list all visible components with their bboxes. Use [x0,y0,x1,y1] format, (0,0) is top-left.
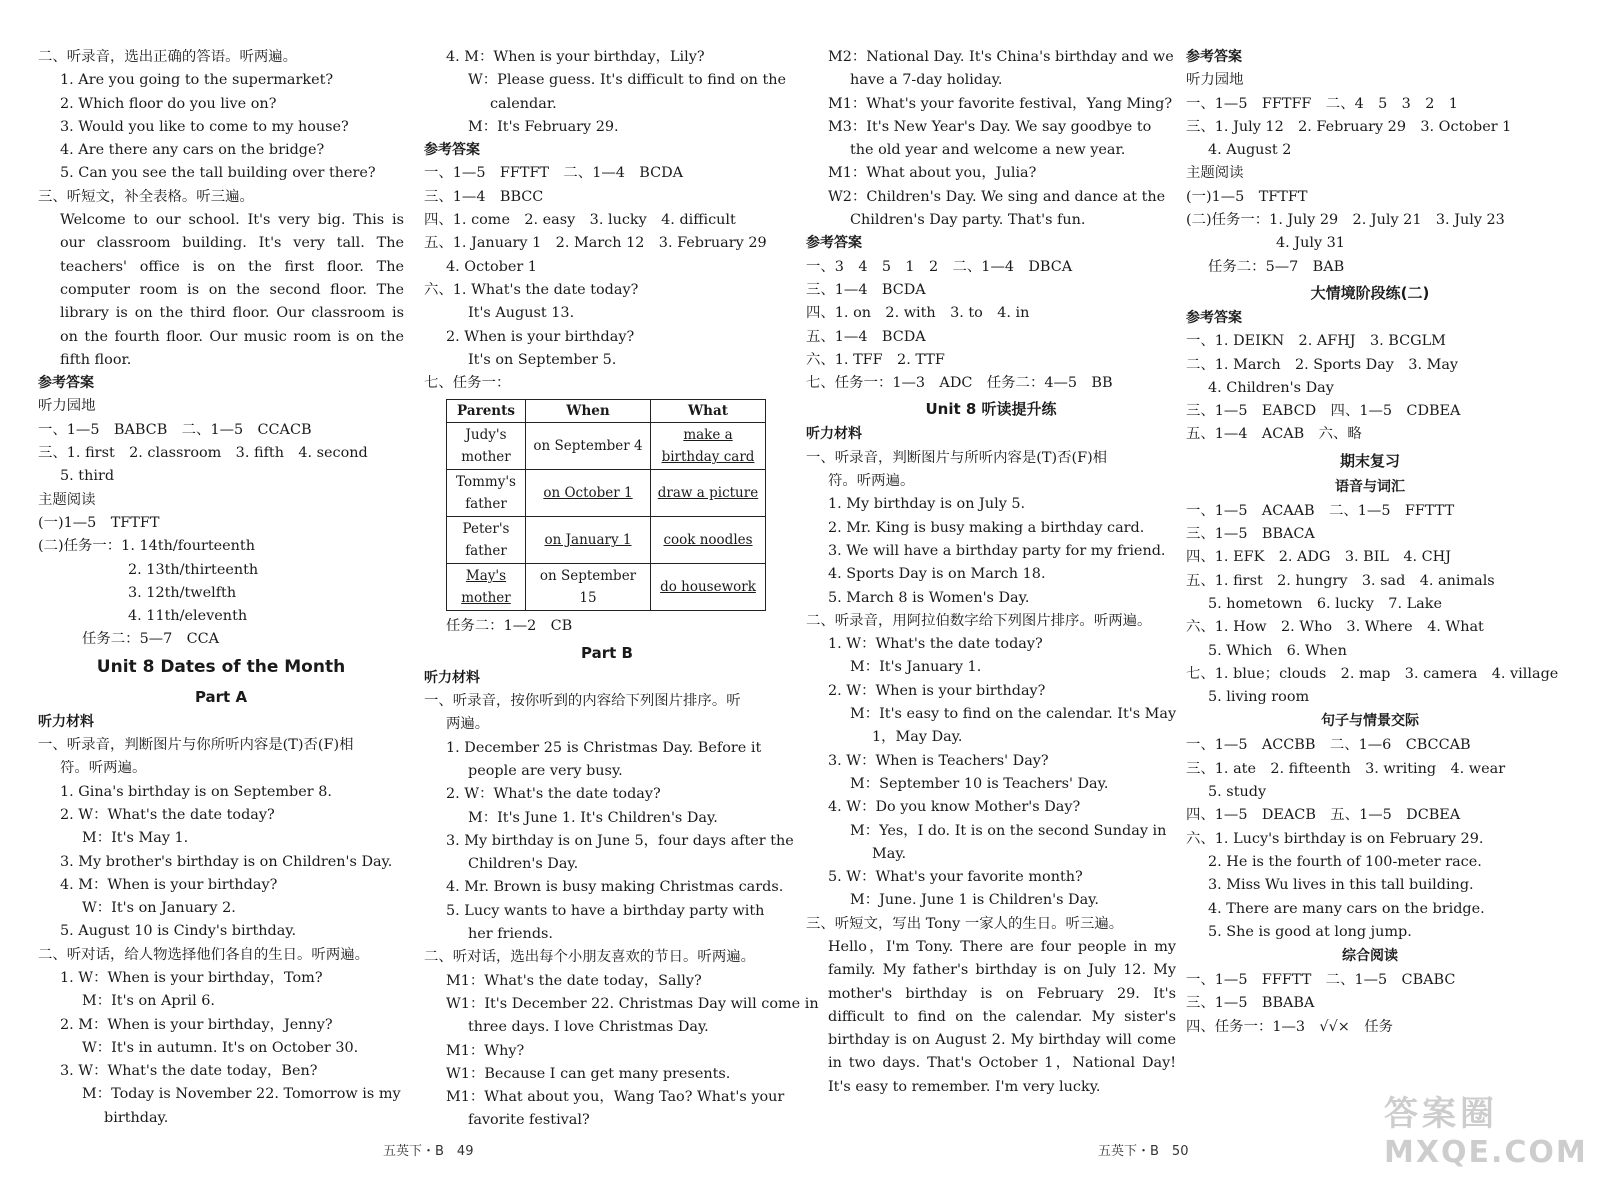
answer-table-cell: Peter's father [447,517,526,564]
text-line: 3. Would you like to come to my house? [60,118,349,135]
text-line: 五、1. January 1 2. March 12 3. February 29 [424,235,767,252]
text-line: 4. Sports Day is on March 18. [828,566,1046,583]
text-line: 2. W：What's the date today? [60,806,275,823]
text-line: M1：What's your favorite festival，Yang Ming? [828,95,1173,112]
text-line: 4. October 1 [446,258,537,275]
section-heading: 参考答案 [38,375,94,392]
text-line: 1. W：When is your birthday，Tom? [60,969,323,986]
text-line: It's on September 5. [468,351,617,368]
text-line: M：It's easy to find on the calendar. It's May [850,706,1177,723]
text-line: 3. W：What's the date today，Ben? [60,1063,318,1080]
page-number-right: 五英下・B 50 [1098,1144,1189,1159]
text-line: 二、听录音，用阿拉伯数字给下列图片排序。听两遍。 [806,612,1152,629]
text-line: 2. W：When is your birthday? [828,682,1046,699]
answer-table-cell: do housework [651,564,766,611]
column-1 [38,46,404,1130]
text-line: 4. There are many cars on the bridge. [1208,900,1485,917]
text-line: M：June. June 1 is Children's Day. [850,892,1099,909]
text-line: 4. Mr. Brown is busy making Christmas cards. [446,879,784,896]
text-line: 1. Gina's birthday is on September 8. [60,783,332,800]
section-title: 大情境阶段练(二) [1310,283,1430,302]
text-line: W：It's on January 2. [82,900,236,917]
text-line: M1：Why? [446,1042,525,1059]
text-line: May. [872,845,907,862]
text-line: 2. When is your birthday? [446,328,635,345]
answer-table-cell: on October 1 [526,470,651,517]
text-line: 1，May Day. [872,729,963,746]
text-line: M：It's February 29. [468,118,619,135]
text-line: 一、听录音，判断图片与所听内容是(T)否(F)相 [806,449,1108,466]
section-heading: 参考答案 [1186,309,1242,326]
section-heading: 参考答案 [806,235,862,252]
text-line: (二)任务一：1. 14th/fourteenth [38,538,255,555]
text-line: 二、1. March 2. Sports Day 3. May [1186,356,1459,373]
text-line: 5. Can you see the tall building over there? [60,165,376,182]
text-line: It's August 13. [468,305,575,322]
answer-table [446,399,766,611]
section-title: 语音与词汇 [1335,478,1405,495]
text-line: 4. M：When is your birthday，Lily? [446,49,705,65]
text-line: W1：It's December 22. Christmas Day will come in [446,995,819,1012]
text-line: 一、1—5 ACCBB 二、1—6 CBCCAB [1186,737,1471,754]
text-line: 4. August 2 [1208,142,1292,159]
text-line: W：It's in autumn. It's on October 30. [82,1039,359,1056]
text-line: 3. Miss Wu lives in this tall building. [1208,877,1474,894]
text-line: 听力园地 [38,398,96,415]
text-line: 四、1. on 2. with 3. to 4. in [806,305,1030,322]
text-line: 三、听短文，写出 Tony 一家人的生日。听三遍。 [806,915,1124,932]
text-line: 听力园地 [1186,72,1244,89]
answer-table-row [447,470,766,517]
text-line: 六、1. Lucy's birthday is on February 29. [1186,830,1484,847]
text-line: (一)1—5 TFTFT [1186,188,1308,205]
text-line: 六、1. What's the date today? [424,281,639,298]
text-line: M：It's on April 6. [82,993,216,1010]
answer-table-cell: draw a picture [651,470,766,517]
text-line: (二)任务一：1. July 29 2. July 21 3. July 23 [1186,212,1505,229]
text-line: M：It's June 1. It's Children's Day. [468,809,718,826]
section-title: 综合阅读 [1342,948,1398,965]
text-line: 2. W：What's the date today? [446,786,661,803]
text-line: 一、3 4 5 1 2 二、1—4 DBCA [806,258,1073,275]
text-line: 一、1—5 FFTFF 二、4 5 3 2 1 [1186,95,1458,112]
text-line: calendar. [490,95,557,112]
text-line: 1. W：What's the date today? [828,636,1043,653]
text-line: 3. W：When is Teachers' Day? [828,752,1049,769]
section-title: Part B [581,643,633,662]
text-line: 三、1. first 2. classroom 3. fifth 4. second [38,445,368,462]
text-line: 三、1—5 EABCD 四、1—5 CDBEA [1186,403,1461,420]
text-line: 一、1. DEIKN 2. AFHJ 3. BCGLM [1186,333,1446,350]
text-line: 三、1—5 BBABA [1186,995,1315,1012]
text-line: 4. Are there any cars on the bridge? [60,142,325,159]
text-line: M1：What about you，Wang Tao? What's your [446,1089,785,1106]
column-2-bottom [424,615,819,1132]
text-line: people are very busy. [468,762,623,779]
answer-table-cell: Tommy's father [447,470,526,517]
watermark-logo [1384,1086,1588,1181]
answer-table-cell: cook noodles [651,517,766,564]
text-line: 三、1—5 BBACA [1186,526,1315,543]
text-line: 二、听录音，选出正确的答语。听两遍。 [38,49,298,65]
section-title: Part A [194,687,248,706]
text-line: her friends. [468,926,554,943]
text-line: 一、1—5 FFFTT 二、1—5 CBABC [1186,972,1456,989]
text-line: 1. My birthday is on July 5. [828,496,1026,513]
column-2-top [424,46,790,395]
text-line: 五、1—4 BCDA [806,328,926,345]
section-title: Unit 8 听读提升练 [925,400,1057,419]
answer-table-row [447,423,766,470]
text-line: 六、1. TFF 2. TTF [806,351,945,368]
answer-table-cell: on January 1 [526,517,651,564]
text-line: M：Yes，I do. It is on the second Sunday in [850,822,1167,839]
answer-table-cell: make a birthday card [651,423,766,470]
text-line: M3：It's New Year's Day. We say goodbye to [828,118,1152,135]
text-line: 三、1. July 12 2. February 29 3. October 1 [1186,118,1512,135]
answer-table-header: Parents [447,400,526,423]
text-line: 1. December 25 is Christmas Day. Before it [446,739,762,756]
section-heading: 听力材料 [806,426,862,443]
answer-table-header: When [526,400,651,423]
answer-table-header-row [447,400,766,423]
text-line: 2. Which floor do you live on? [60,95,277,112]
text-line: 三、1—4 BBCC [424,188,544,205]
text-line: 七、1. blue；clouds 2. map 3. camera 4. village [1186,665,1559,682]
text-line: 四、1—5 DEACB 五、1—5 DCBEA [1186,807,1461,824]
text-line: 一、1—5 BABCB 二、1—5 CCACB [38,421,312,438]
text-line: 二、听对话，选出每个小朋友喜欢的节日。听两遍。 [424,949,755,966]
text-line: Children's Day party. That's fun. [850,212,1086,229]
text-line: M1：What's the date today，Sally? [446,972,702,989]
column-3 [806,46,1176,1099]
text-line: 5. hometown 6. lucky 7. Lake [1208,595,1442,612]
text-line: 3. My birthday is on June 5，four days after the [446,832,794,849]
text-line: M：It's May 1. [82,830,189,847]
column-4 [1186,46,1559,1039]
text-line: 4. M：When is your birthday? [60,876,278,893]
section-heading: 参考答案 [1186,49,1242,65]
section-heading: 参考答案 [424,142,480,159]
text-line: 任务二：5—7 BAB [1208,258,1345,275]
text-line: 5. W：What's your favorite month? [828,869,1083,886]
text-line: M：Today is November 22. Tomorrow is my [82,1086,401,1103]
paragraph: Hello，I'm Tony. There are four people in my family. My father's birthday is on July 12. My mother's birthday is on February 29. It's difficult to find on the calendar. My sister's birthday is on August 2. My birthday will come in two days. That's October 1，National Day! It's easy to remember. I'm very lucky. [828,938,1176,1095]
text-line: 2. 13th/thirteenth [128,561,259,578]
text-line: 5. study [1208,784,1267,801]
text-line: W1：Because I can get many presents. [446,1065,731,1082]
text-line: 七、任务一： [424,375,511,392]
text-line: 5. August 10 is Cindy's birthday. [60,923,297,940]
answer-table-cell: May's mother [447,564,526,611]
text-line: 四、1. come 2. easy 3. lucky 4. difficult [424,212,736,229]
section-title: Unit 8 Dates of the Month [96,656,346,677]
text-line: 2. Mr. King is busy making a birthday card. [828,519,1145,536]
answer-table-row [447,564,766,611]
answer-table-row [447,517,766,564]
text-line: 2. He is the fourth of 100-meter race. [1208,853,1482,870]
text-line: M：September 10 is Teachers' Day. [850,775,1109,792]
text-line: 四、1. EFK 2. ADG 3. BIL 4. CHJ [1186,549,1451,566]
text-line: 一、听录音，判断图片与你所听内容是(T)否(F)相 [38,737,354,754]
section-title: 句子与情景交际 [1321,713,1419,730]
answer-table-cell: Judy's mother [447,423,526,470]
text-line: 三、1. ate 2. fifteenth 3. writing 4. wear [1186,760,1506,777]
text-line: birthday. [104,1109,169,1126]
text-line: 3. My brother's birthday is on Children's Day. [60,853,393,870]
text-line: 七、任务一：1—3 ADC 任务二：4—5 BB [806,375,1113,392]
text-line: 五、1—4 ACAB 六、略 [1186,426,1362,443]
text-line: 主题阅读 [1186,165,1244,182]
text-line: 两遍。 [446,716,490,733]
text-line: favorite festival? [468,1112,590,1129]
answer-table-header: What [651,400,766,423]
text-line: 一、1—5 FFTFT 二、1—4 BCDA [424,165,684,182]
text-line: M：It's January 1. [850,659,982,676]
text-line: the old year and welcome a new year. [850,142,1126,159]
text-line: 5. Which 6. When [1208,642,1347,659]
text-line: W：Please guess. It's difficult to find on the [468,72,787,89]
text-line: 三、1—4 BCDA [806,281,926,298]
page-number-left: 五英下・B 49 [383,1144,474,1159]
text-line: 5. living room [1208,689,1310,706]
text-line: 任务二：5—7 CCA [82,631,220,648]
text-line: 一、听录音，按你听到的内容给下列图片排序。听 [424,693,741,710]
text-line: 2. M：When is your birthday，Jenny? [60,1016,333,1033]
text-line: M1：What about you，Julia? [828,165,1037,182]
text-line: 二、听对话，给人物选择他们各自的生日。听两遍。 [38,946,369,963]
text-line: 1. Are you going to the supermarket? [60,72,334,89]
text-line: three days. I love Christmas Day. [468,1019,709,1036]
text-line: 三、听短文，补全表格。听三遍。 [38,188,254,205]
watermark-top: 答案圈 [1384,1094,1498,1134]
text-line: 3. We will have a birthday party for my friend. [828,542,1166,559]
watermark-bottom: MXQE.COM [1384,1135,1588,1170]
section-heading: 听力材料 [38,713,94,730]
text-line: 主题阅读 [38,491,96,508]
text-line: 符。听两遍。 [828,473,915,490]
text-line: 符。听两遍。 [60,760,147,777]
text-line: have a 7-day holiday. [850,72,1003,89]
text-line: (一)1—5 TFTFT [38,514,160,531]
paragraph: Welcome to our school. It's very big. This is our classroom building. It's very tall. The teachers' office is on the first floor. The computer room is on the second floor. The library is on the third floor. Our classroom is on the fourth floor. Our music room is on the fifth floor. [60,212,404,368]
section-heading: 听力材料 [424,669,480,686]
text-line: 任务二：1—2 CB [446,618,573,635]
text-line: 4. 11th/eleventh [128,608,248,625]
text-line: 5. third [60,468,115,485]
text-line: 5. March 8 is Women's Day. [828,589,1030,606]
text-line: 5. Lucy wants to have a birthday party with [446,902,765,919]
column-2 [424,46,819,1133]
text-line: 四、任务一：1—3 √√× 任务 [1186,1018,1394,1035]
text-line: 五、1. first 2. hungry 3. sad 4. animals [1186,572,1495,589]
text-line: 一、1—5 ACAAB 二、1—5 FFTTT [1186,502,1455,519]
text-line: Children's Day. [468,856,579,873]
text-line: 六、1. How 2. Who 3. Where 4. What [1186,619,1484,636]
text-line: 4. July 31 [1276,235,1345,252]
answer-table-cell: on September 4 [526,423,651,470]
text-line: 4. Children's Day [1208,379,1334,396]
answer-table-cell: on September 15 [526,564,651,611]
text-line: W2：Children's Day. We sing and dance at the [828,188,1166,205]
text-line: 4. W：Do you know Mother's Day? [828,799,1081,816]
text-line: M2：National Day. It's China's birthday and we [828,49,1174,65]
section-title: 期末复习 [1339,451,1400,470]
text-line: 3. 12th/twelfth [128,584,237,601]
text-line: 5. She is good at long jump. [1208,923,1412,940]
